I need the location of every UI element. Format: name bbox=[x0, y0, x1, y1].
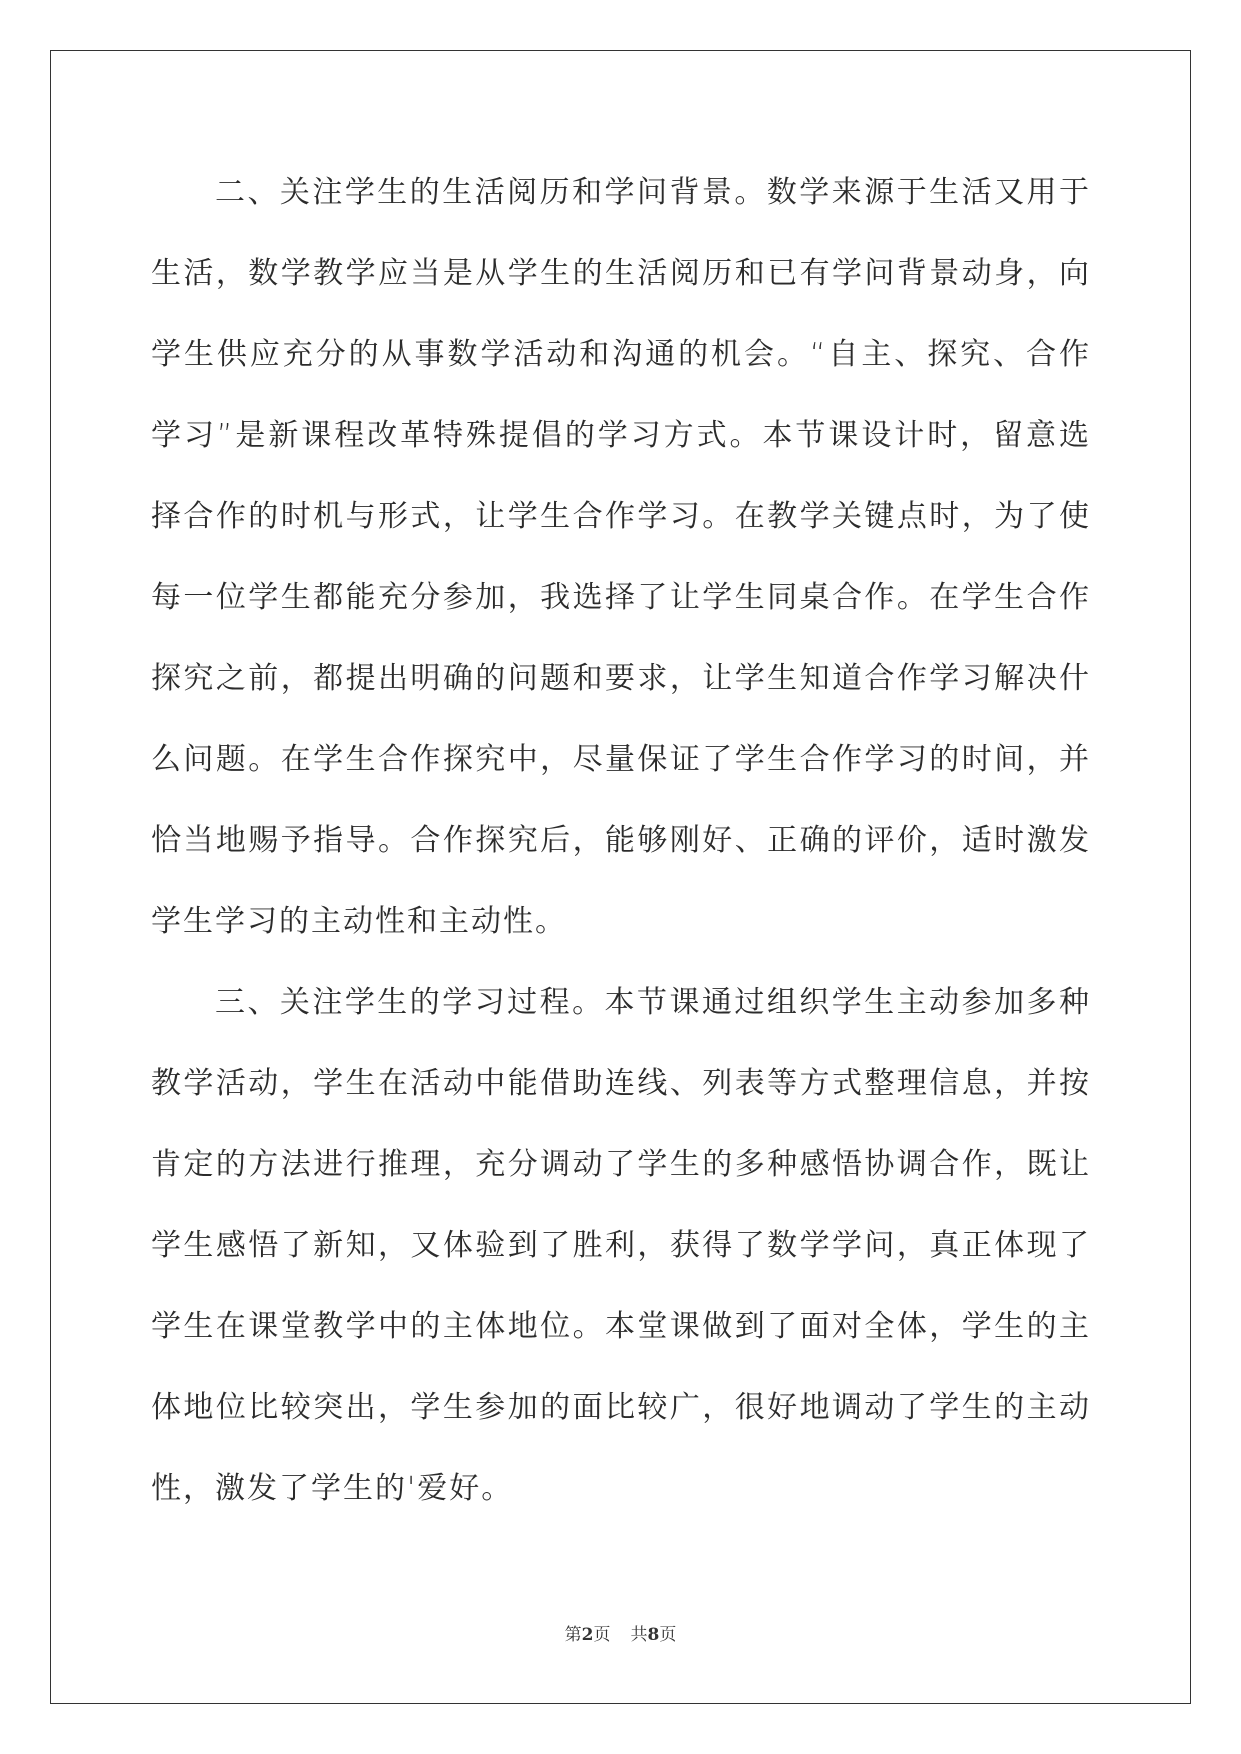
total-label-suffix: 页 bbox=[659, 1625, 677, 1645]
paragraph-2: 二、关注学生的生活阅历和学问背景。数学来源于生活又用于生活，数学教学应当是从学生的生活阅历和已有学问背景动身，向学生供应充分的从事数学活动和沟通的机会。“自主、探究、合作学习”是新课程改革特殊提倡的学习方式。本节课设计时，留意选择合作的时机与形式，让学生合作学习。在教学关键点时，为了使每一位学生都能充分参加，我选择了让学生同桌合作。在学生合作探究之前，都提出明确的问题和要求，让学生知道合作学习解决什么问题。在学生合作探究中，尽量保证了学生合作学习的时间，并恰当地赐予指导。合作探究后，能够刚好、正确的评价，适时激发学生学习的主动性和主动性。 bbox=[151, 175, 1091, 939]
document-body bbox=[151, 152, 1091, 1529]
paragraph-3: 三、关注学生的学习过程。本节课通过组织学生主动参加多种教学活动，学生在活动中能借助连线、列表等方式整理信息，并按肯定的方法进行推理，充分调动了学生的多种感悟协调合作，既让学生感悟了新知，又体验到了胜利，获得了数学学问，真正体现了学生在课堂教学中的主体地位。本堂课做到了面对全体，学生的主体地位比较突出，学生参加的面比较广，很好地调动了学生的主动性，激发了学生的'爱好。 bbox=[151, 985, 1091, 1506]
page-label-suffix: 页 bbox=[593, 1625, 611, 1645]
page-number: 2 bbox=[581, 1625, 594, 1645]
total-pages: 8 bbox=[647, 1625, 660, 1645]
page-footer bbox=[0, 1620, 1241, 1645]
page-label-prefix: 第 bbox=[564, 1625, 582, 1645]
total-label-prefix: 共 bbox=[630, 1625, 648, 1645]
